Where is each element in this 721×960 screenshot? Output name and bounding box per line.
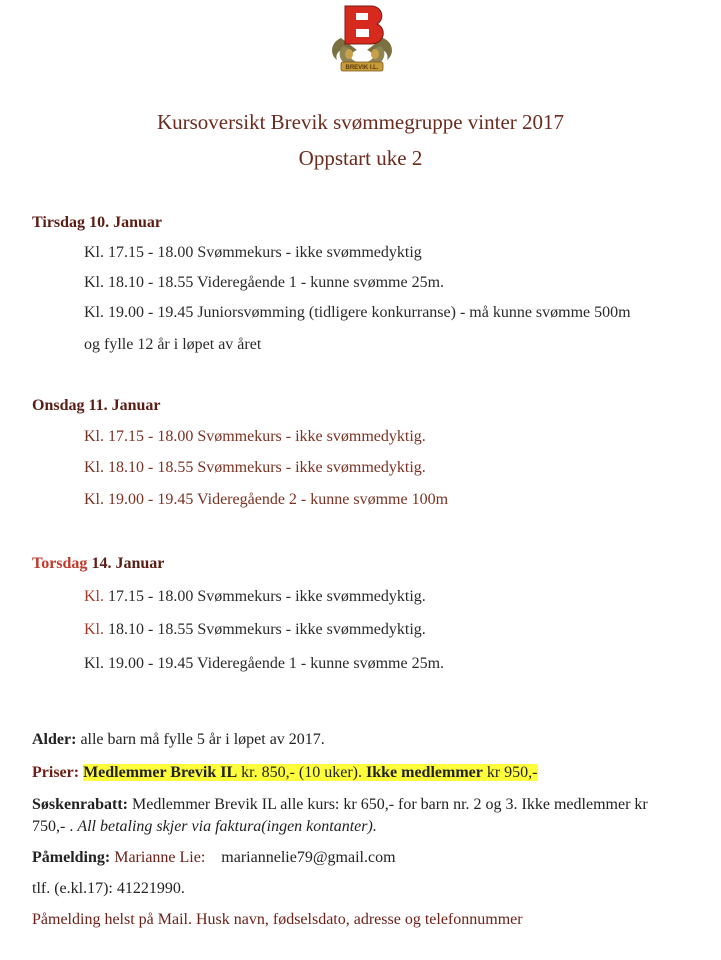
brevik-il-club-logo <box>327 2 397 76</box>
schedule-line: Kl. 18.10 - 18.55 Videregående 1 - kunne svømme 25m. <box>84 274 445 291</box>
phone-info: tlf. (e.kl.17): 41221990. <box>32 880 185 897</box>
schedule-line: Kl. 19.00 - 19.45 Juniorsvømming (tidligere konkurranse) - må kunne svømme 500m <box>84 304 631 321</box>
page-subtitle: Oppstart uke 2 <box>298 146 423 170</box>
age-info: Alder: alle barn må fylle 5 år i løpet av 2017. <box>32 731 325 748</box>
registration-note: Påmelding helst på Mail. Husk navn, fødselsdato, adresse og telefonnummer <box>32 911 523 928</box>
schedule-line: Kl. 17.15 - 18.00 Svømmekurs - ikke svømmedyktig. <box>84 588 426 605</box>
sibling-discount-info-cont: 750,- . All betaling skjer via faktura(ingen kontanter). <box>32 818 377 835</box>
page-title: Kursoversikt Brevik svømmegruppe vinter 2017 <box>156 110 565 134</box>
schedule-line: Kl. 18.10 - 18.55 Svømmekurs - ikke svømmedyktig. <box>84 621 426 638</box>
day-heading-tirsdag: Tirsdag 10. Januar <box>32 214 162 231</box>
registration-email: mariannelie79@gmail.com <box>221 849 396 866</box>
day-heading-torsdag: Torsdag 14. Januar <box>32 555 165 572</box>
schedule-line: Kl. 18.10 - 18.55 Svømmekurs - ikke svømmedyktig. <box>84 459 426 476</box>
schedule-line-continuation: og fylle 12 år i løpet av året <box>84 336 262 353</box>
schedule-line: Kl. 19.00 - 19.45 Videregående 2 - kunne svømme 100m <box>84 491 449 508</box>
registration-info: Påmelding: Marianne Lie: mariannelie79@gmail.com <box>32 849 396 866</box>
sibling-discount-info: Søskenrabatt: Medlemmer Brevik IL alle kurs: kr 650,- for barn nr. 2 og 3. Ikke medlemmer kr <box>32 796 648 813</box>
price-info: Priser: Medlemmer Brevik IL kr. 850,- (10 uker). Ikke medlemmer kr 950,- <box>32 764 538 781</box>
day-heading-onsdag: Onsdag 11. Januar <box>32 397 161 414</box>
schedule-line: Kl. 17.15 - 18.00 Svømmekurs - ikke svømmedyktig. <box>84 428 426 445</box>
schedule-line: Kl. 19.00 - 19.45 Videregående 1 - kunne svømme 25m. <box>84 655 445 672</box>
schedule-line: Kl. 17.15 - 18.00 Svømmekurs - ikke svømmedyktig <box>84 244 422 261</box>
svg-text:BREVIK I.L.: BREVIK I.L. <box>345 65 379 71</box>
